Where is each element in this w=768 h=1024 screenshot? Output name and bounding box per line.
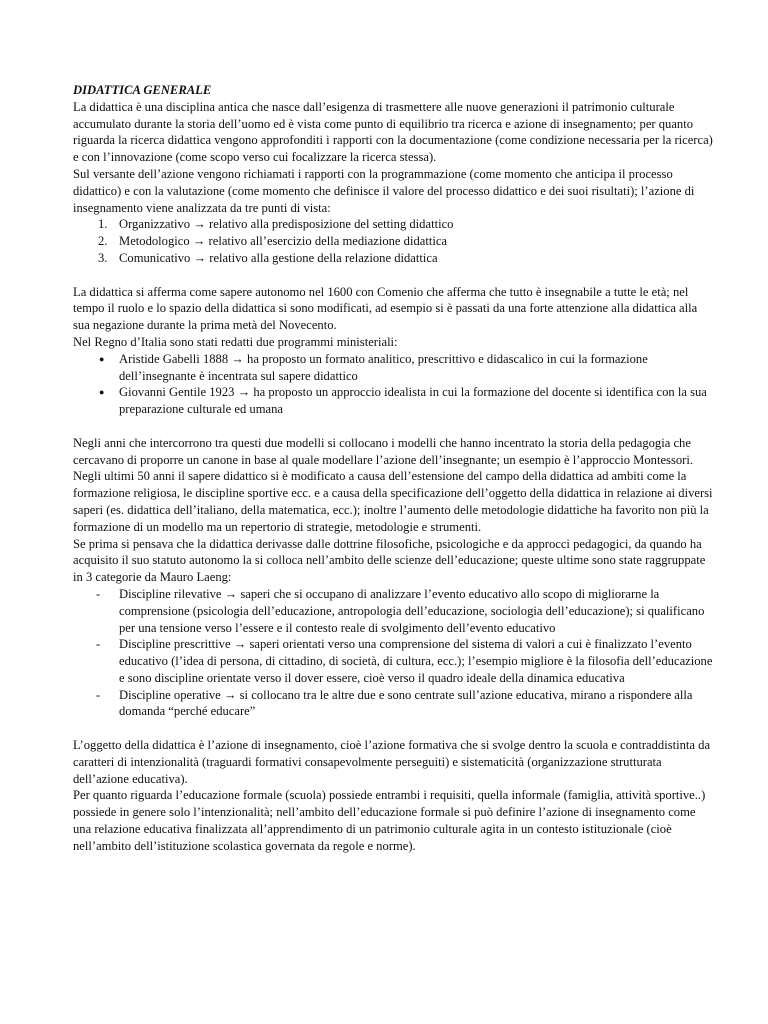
list-item-text: Discipline rilevative → saperi che si occupano di analizzare l’evento educativo allo scopo di migliorarne la comprensione (psicologia dell’educazione, antropologia dell’educazione, sociologia dell’educazione); si qualificano per una tensione verso l’essere e il contesto reale di svolgimento dell’evento educativo	[119, 586, 705, 635]
paragraph-regno: Nel Regno d’Italia sono stati redatti due programmi ministeriali:	[73, 334, 398, 349]
dash-marker: -	[96, 586, 101, 601]
paragraph-intro: La didattica è una disciplina antica che nasce dall’esigenza di trasmettere alle nuove generazioni il patrimonio culturale accumulato durante la storia dell’uomo ed è vista come punto di equilibrio tra ricerca e azione di insegnamento; per quanto riguarda la ricerca didattica vengono approfonditi i rapporti con la documentazione (come condizione necessaria per la ricerca) e con l’innovazione (come scopo verso cui focalizzare la ricerca stessa).	[73, 99, 713, 165]
paragraph-gap	[73, 720, 713, 737]
paragraph-gap	[73, 267, 713, 284]
list-item-text: Discipline prescrittive → saperi orientati verso una comprensione del sistema di valori a cui è finalizzato l’evento educativo (l’idea di persona, di cittadino, di società, di cultura, ecc.); l’esempio migliore è la filosofia dell’educazione e sono discipline orientate verso il dover essere, cioè verso il quadro ideale della dinamica educativa	[119, 637, 713, 685]
paragraph-last-50-years: Negli ultimi 50 anni il sapere didattico si è modificato a causa dell’estensione del campo della didattica ad ambiti come la formazione religiosa, le discipline sportive ecc. e a causa della specificazione dell’oggetto della didattica in relazione ai diversi saperi (es. didattica dell’italiano, della matematica, ecc.); inoltre l’aumento delle metodologie didattiche ha favorito non più la formazione di un modello ma un repertorio di strategie, metodologie e strumenti.	[73, 469, 713, 534]
viewpoints-list	[73, 216, 713, 266]
list-item	[73, 636, 713, 686]
paragraph-formal-education: Per quanto riguarda l’educazione formale (scuola) possiede entrambi i requisiti, quella informale (famiglia, attività sportive..) possiede in genere solo l’intenzionalità; nell’ambito dell’educazione formale si può definire l’azione di insegnamento come una relazione educativa finalizzata all’apprendimento di un patrimonio culturale agita in un contesto istituzionale (cioè nell’ambito dell’istituzione scolastica governata da regole e norme).	[73, 788, 706, 853]
list-number: 2.	[98, 234, 108, 249]
list-item-text: Discipline operative → si collocano tra le altre due e sono centrate sull’azione educativa, mirano a rispondere alla domanda “perché educare”	[119, 687, 693, 719]
paragraph-comenio: La didattica si afferma come sapere autonomo nel 1600 con Comenio che afferma che tutto è insegnabile a tutte le età; nel tempo il ruolo e lo spazio della didattica si sono modificati, ad esempio si è passati da una forte attenzione alla didattica alla sua negazione durante la prima metà del Novecento.	[73, 284, 698, 333]
list-item-text: Comunicativo → relativo alla gestione della relazione didattica	[119, 250, 438, 265]
programs-list	[73, 351, 713, 418]
list-item	[73, 233, 713, 250]
dash-marker: -	[96, 687, 101, 702]
dash-marker: -	[96, 637, 101, 652]
document-body	[73, 82, 713, 855]
disciplines-list	[73, 586, 713, 720]
bullet-icon: ●	[99, 353, 105, 364]
list-item	[73, 384, 713, 418]
list-item	[73, 586, 713, 636]
list-item	[73, 687, 713, 721]
list-item-text: Metodologico → relativo all’esercizio della mediazione didattica	[119, 234, 448, 249]
list-item	[73, 351, 713, 385]
list-number: 1.	[98, 217, 108, 232]
paragraph-models: Negli anni che intercorrono tra questi due modelli si collocano i modelli che hanno incentrato la storia della pedagogia che cercavano di proporre un canone in base al quale modellare l’azione dell’insegnante; un esempio è l’approccio Montessori.	[73, 435, 694, 467]
paragraph-object: L’oggetto della didattica è l’azione di insegnamento, cioè l’azione formativa che si svolge dentro la scuola e contraddistinta da caratteri di intenzionalità (traguardi formativi consapevolmente perseguiti) e sistematicità (organizzazione strutturata dell’azione educativa).	[73, 738, 711, 786]
list-item-text: Aristide Gabelli 1888 → ha proposto un formato analitico, prescrittivo e didascalico in cui la formazione dell’insegnante è incentrata sul sapere didattico	[119, 351, 648, 383]
list-item	[73, 250, 713, 267]
list-item	[73, 216, 713, 233]
paragraph-gap	[73, 418, 713, 435]
paragraph-action: Sul versante dell’azione vengono richiamati i rapporti con la programmazione (come momento che anticipa il processo didattico) e con la valutazione (come momento che definisce il valore del processo didattico e dei suoi risultati); l’azione di insegnamento viene analizzata da tre punti di vista:	[73, 166, 695, 215]
bullet-icon: ●	[99, 387, 105, 398]
document-title: DIDATTICA GENERALE	[73, 83, 212, 97]
list-item-text: Giovanni Gentile 1923 → ha proposto un approccio idealista in cui la formazione del docente si identifica con la sua preparazione culturale ed umana	[119, 385, 707, 417]
list-number: 3.	[98, 250, 108, 265]
paragraph-sciences: Se prima si pensava che la didattica derivasse dalle dottrine filosofiche, psicologiche e da approcci pedagogici, da quando ha acquisito il suo statuto autonomo la si colloca nell’ambito delle scienze dell’educazione; queste ultime sono state raggruppate in 3 categorie da Mauro Laeng:	[73, 536, 706, 585]
list-item-text: Organizzativo → relativo alla predisposizione del setting didattico	[119, 217, 454, 232]
